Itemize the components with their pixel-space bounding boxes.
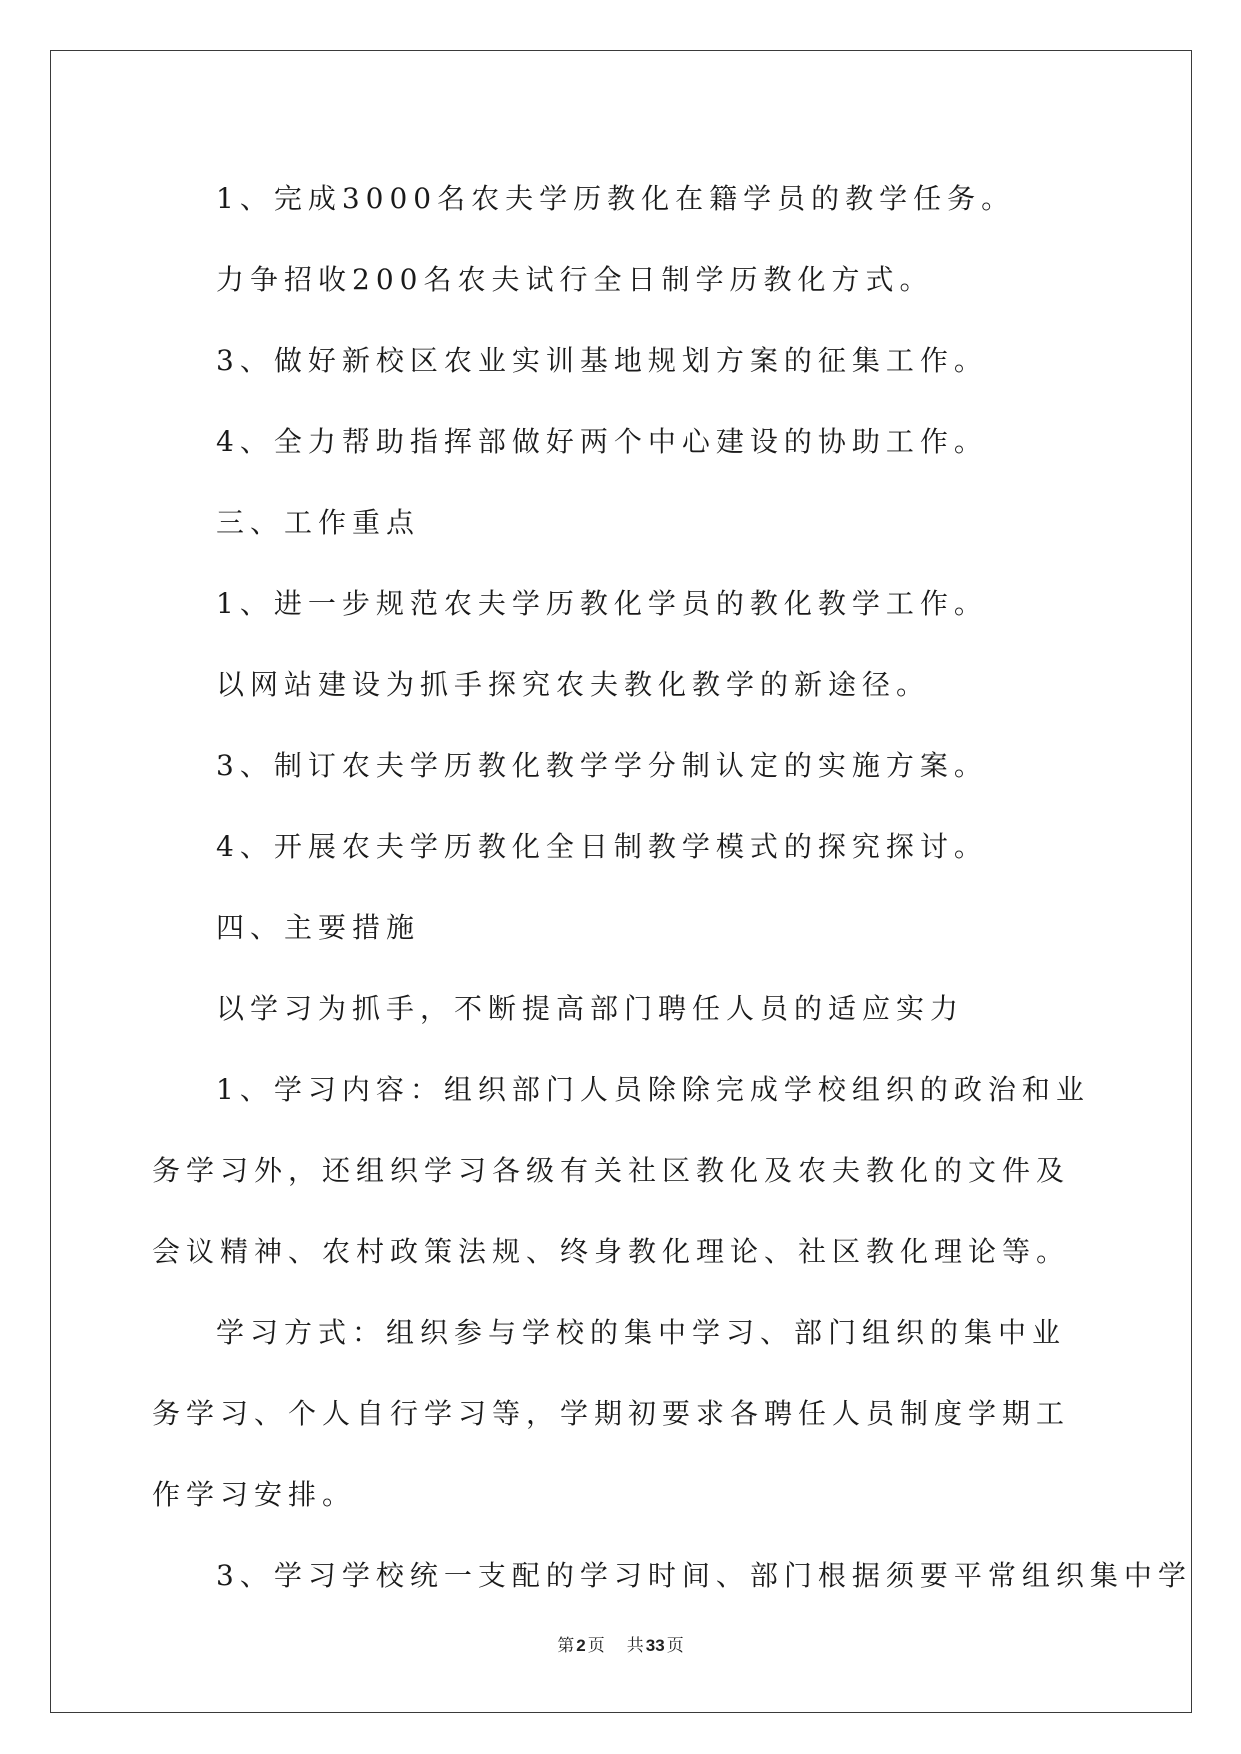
paragraph: 3、学习学校统一支配的学习时间、部门根据须要平常组织集中学 xyxy=(216,1559,1192,1592)
paragraph: 3、制订农夫学历教化教学学分制认定的实施方案。 xyxy=(216,749,988,782)
total-suffix: 页 xyxy=(666,1636,684,1656)
paragraph: 1、完成3000名农夫学历教化在籍学员的教学任务。 xyxy=(216,182,1016,215)
paragraph: 以学习为抓手，不断提高部门聘任人员的适应实力 xyxy=(216,992,965,1025)
paragraph: 1、进一步规范农夫学历教化学员的教化教学工作。 xyxy=(216,587,988,620)
total-prefix: 共 xyxy=(626,1636,644,1656)
paragraph: 4、全力帮助指挥部做好两个中心建设的协助工作。 xyxy=(216,425,988,458)
document-body xyxy=(152,158,1192,1616)
section-heading: 四、主要措施 xyxy=(216,911,421,944)
paragraph: 以网站建设为抓手探究农夫教化教学的新途径。 xyxy=(216,668,931,701)
paragraph: 3、做好新校区农业实训基地规划方案的征集工作。 xyxy=(216,344,988,377)
paragraph: 力争招收200名农夫试行全日制学历教化方式。 xyxy=(216,263,934,296)
page-footer xyxy=(0,1636,1241,1656)
paragraph: 1、学习内容：组织部门人员除除完成学校组织的政治和业务学习外，还组织学习各级有关社区教化及农夫教化的文件及会议精神、农村政策法规、终身教化理论、社区教化理论等。 xyxy=(152,1073,1090,1268)
total-page-count: 33 xyxy=(645,1636,665,1655)
paragraph: 学习方式：组织参与学校的集中学习、部门组织的集中业务学习、个人自行学习等，学期初要求各聘任人员制度学期工作学习安排。 xyxy=(152,1316,1071,1511)
current-page-number: 2 xyxy=(576,1636,586,1655)
page-suffix: 页 xyxy=(587,1636,605,1656)
paragraph: 4、开展农夫学历教化全日制教学模式的探究探讨。 xyxy=(216,830,988,863)
page-prefix: 第 xyxy=(557,1636,575,1656)
section-heading: 三、工作重点 xyxy=(216,506,421,539)
